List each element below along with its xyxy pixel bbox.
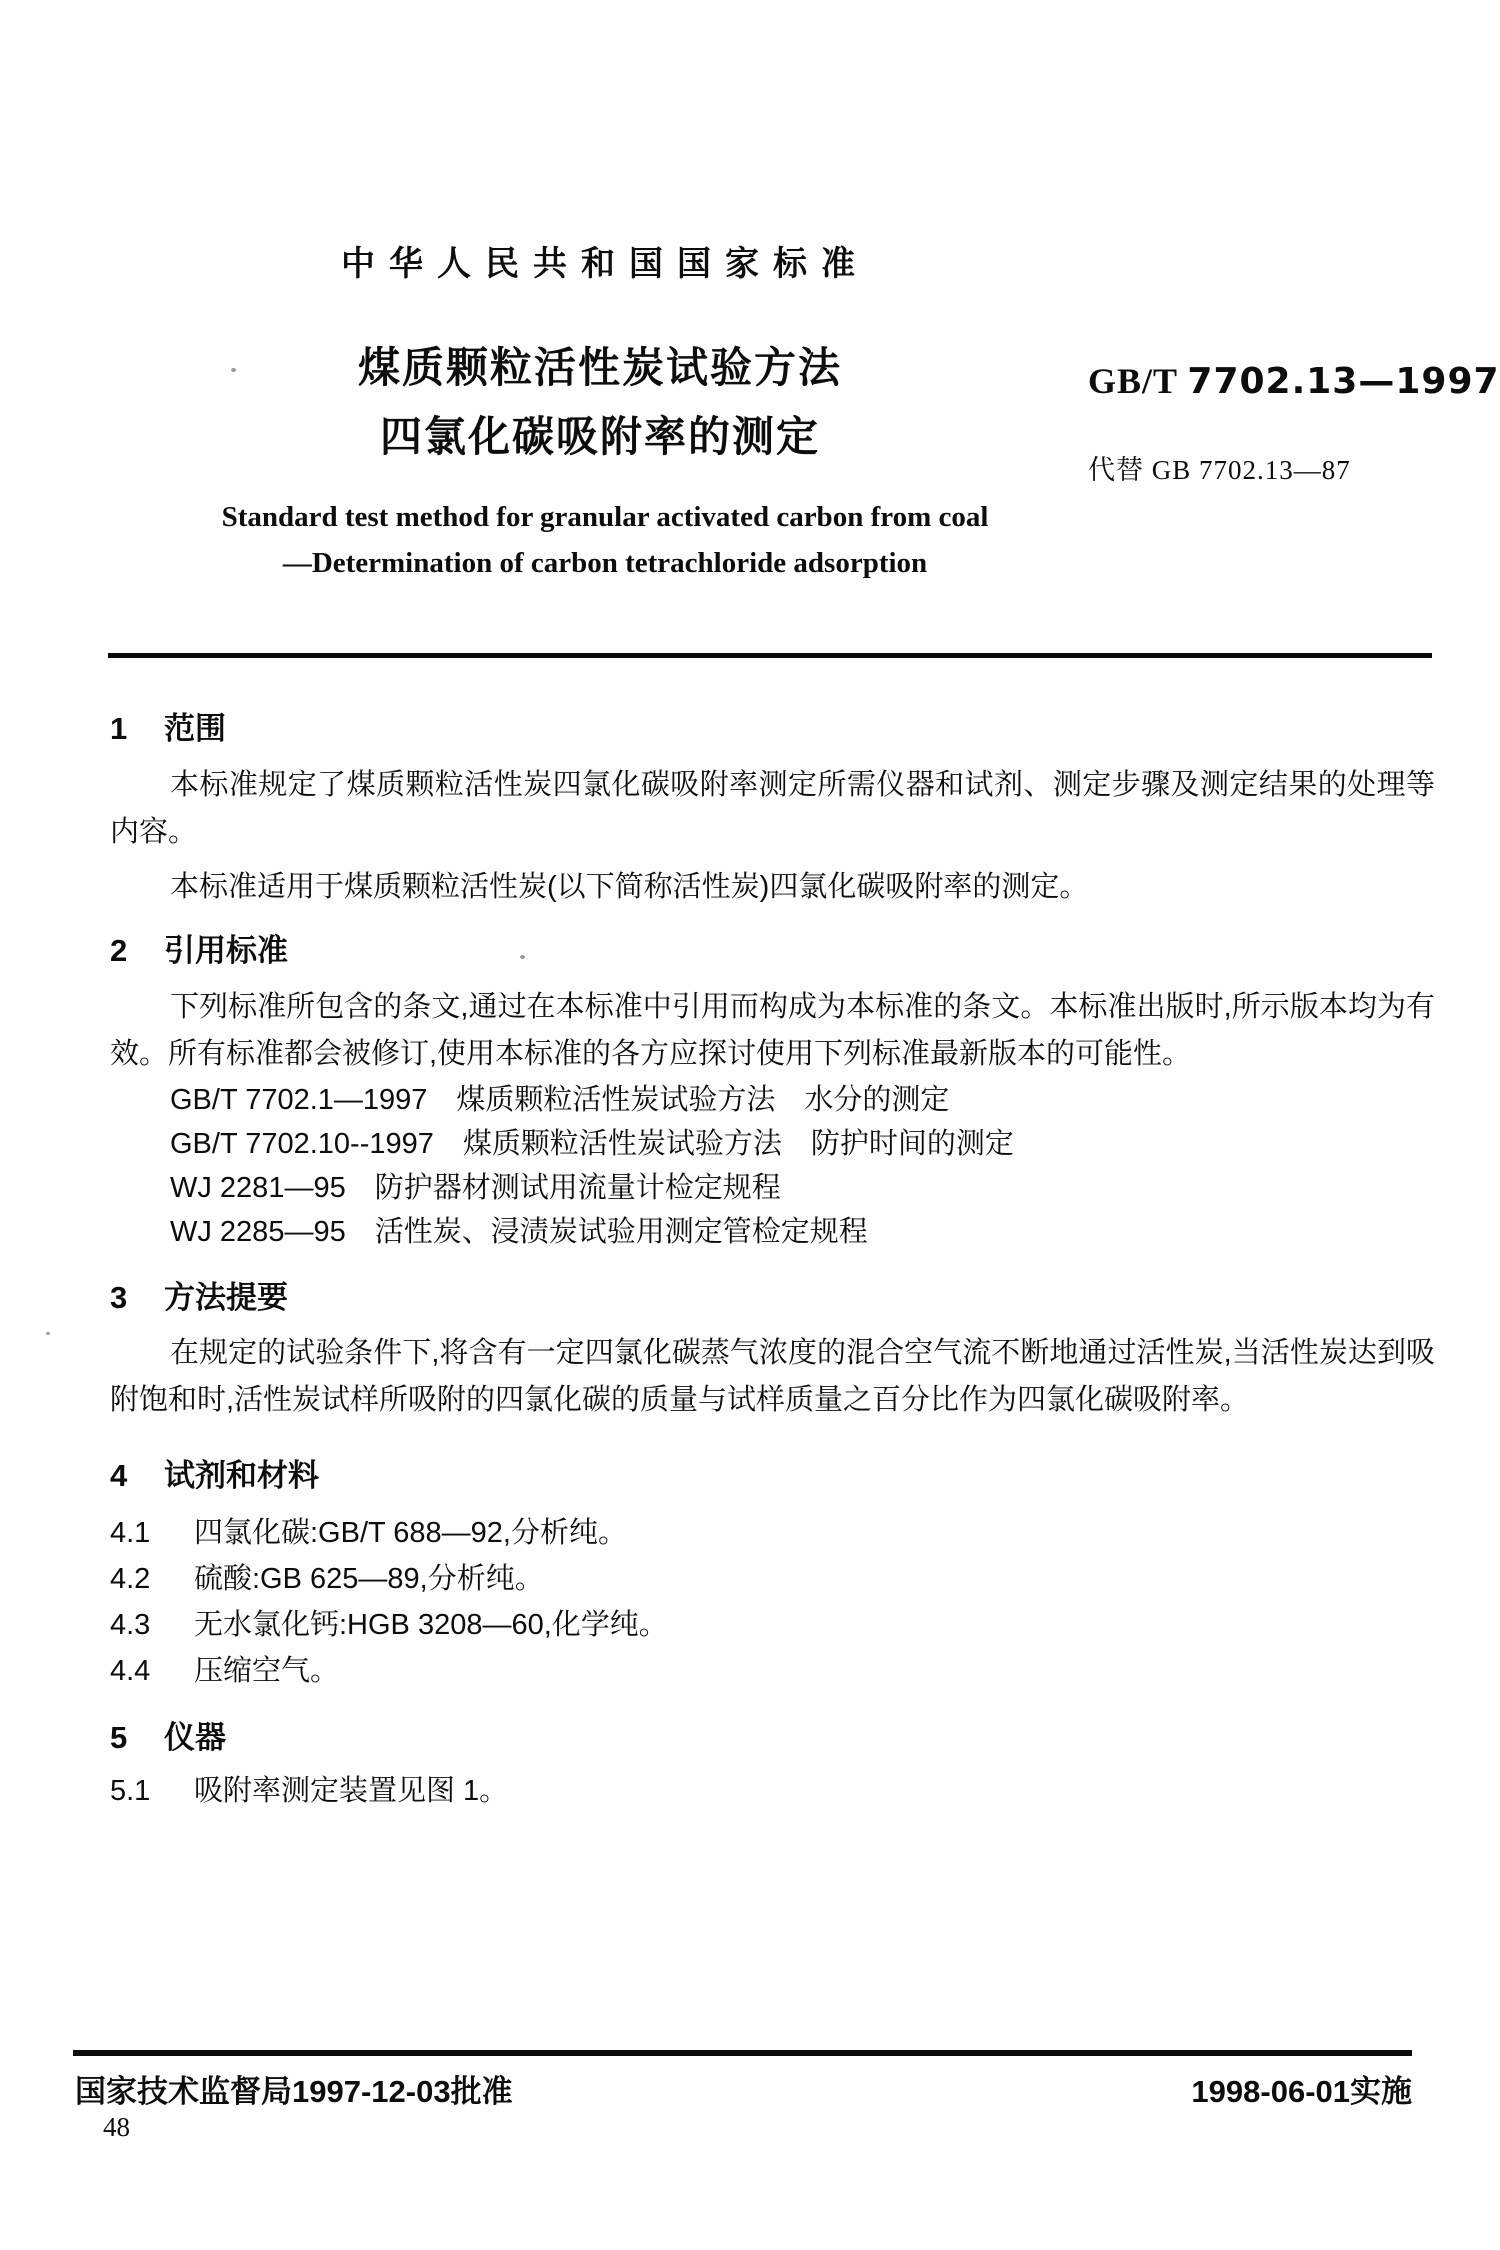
section-2-paragraph: 下列标准所包含的条文,通过在本标准中引用而构成为本标准的条文。本标准出版时,所示版本均为有效。所有标准都会被修订,使用本标准的各方应探讨使用下列标准最新版本的可能性。 <box>110 991 1435 1070</box>
clause-number: 4.1 <box>110 1517 151 1549</box>
clause-item <box>110 1768 1435 1814</box>
section-5-heading <box>110 1712 1435 1757</box>
clause-text: 硫酸:GB 625—89,分析纯。 <box>194 1563 544 1595</box>
standard-number-value: 7702.13—1997 <box>1187 361 1500 402</box>
clause-text: 无水氯化钙:HGB 3208—60,化学纯。 <box>194 1609 668 1641</box>
reference-item: GB/T 7702.10--1997 煤质颗粒活性炭试验方法 防护时间的测定 <box>170 1128 1014 1160</box>
clause-text: 压缩空气。 <box>194 1655 340 1687</box>
section-3-title: 方法提要 <box>164 1280 288 1315</box>
section-2-heading <box>110 925 1435 970</box>
referenced-standards-list <box>110 1078 1435 1254</box>
title-en-line2: —Determination of carbon tetrachloride adsorption <box>282 547 928 579</box>
supersedes-note: 代替 GB 7702.13—87 <box>1088 455 1351 485</box>
reference-item: GB/T 7702.1—1997 煤质颗粒活性炭试验方法 水分的测定 <box>170 1084 950 1116</box>
clause-text: 吸附率测定装置见图 1。 <box>194 1775 509 1807</box>
section-5-title: 仪器 <box>164 1720 226 1755</box>
clause-number: 5.1 <box>110 1775 151 1807</box>
clause-number: 4.2 <box>110 1563 151 1595</box>
scan-speck <box>231 368 236 372</box>
title-cn-line2: 四氯化碳吸附率的测定 <box>379 413 820 460</box>
section-3-number: 3 <box>110 1280 128 1315</box>
clause-text: 四氯化碳:GB/T 688—92,分析纯。 <box>194 1517 627 1549</box>
section-3-heading <box>110 1272 1435 1317</box>
section-1-title: 范围 <box>164 711 226 746</box>
national-standard-header: 中华人民共和国国家标准 <box>341 245 869 283</box>
standard-code-block <box>1088 360 1500 487</box>
clause-number: 4.4 <box>110 1655 151 1687</box>
section-1-paragraph: 本标准适用于煤质颗粒活性炭(以下简称活性炭)四氯化碳吸附率的测定。 <box>170 871 1089 903</box>
standard-number <box>1088 360 1500 402</box>
section-1-number: 1 <box>110 711 128 746</box>
page-number: 48 <box>103 2112 130 2142</box>
document-title-cn <box>0 346 1200 459</box>
approval-note: 国家技术监督局1997-12-03批准 <box>75 2074 513 2109</box>
reference-item: WJ 2281—95 防护器材测试用流量计检定规程 <box>170 1172 781 1204</box>
title-en-line1: Standard test method for granular activated carbon from coal <box>221 501 989 533</box>
section-4-heading <box>110 1450 1435 1495</box>
section-4-title: 试剂和材料 <box>164 1458 319 1493</box>
footer <box>75 2066 1412 2111</box>
section-4-number: 4 <box>110 1458 128 1493</box>
footer-divider-rule <box>73 2050 1412 2056</box>
clause-item <box>110 1602 1435 1648</box>
clause-item <box>110 1510 1435 1556</box>
section-3-paragraph: 在规定的试验条件下,将含有一定四氯化碳蒸气浓度的混合空气流不断地通过活性炭,当活性炭达到吸附饱和时,活性炭试样所吸附的四氯化碳的质量与试样质量之百分比作为四氯化碳吸附率。 <box>110 1337 1435 1416</box>
clause-item <box>110 1556 1435 1602</box>
masthead-divider-rule <box>108 653 1432 658</box>
reference-item: WJ 2285—95 活性炭、浸渍炭试验用测定管检定规程 <box>170 1216 868 1248</box>
standard-number-prefix: GB/T <box>1088 361 1178 401</box>
scan-speck <box>46 1332 50 1335</box>
document-title-en <box>0 494 1210 586</box>
section-1-heading <box>110 703 1435 748</box>
implementation-note: 1998-06-01实施 <box>1191 2074 1412 2109</box>
section-2-number: 2 <box>110 933 128 968</box>
section-1-paragraph: 本标准规定了煤质颗粒活性炭四氯化碳吸附率测定所需仪器和试剂、测定步骤及测定结果的处理等内容。 <box>110 769 1435 848</box>
clause-number: 4.3 <box>110 1609 151 1641</box>
clause-item <box>110 1648 1435 1694</box>
section-5-number: 5 <box>110 1720 128 1755</box>
title-cn-line1: 煤质颗粒活性炭试验方法 <box>357 344 842 391</box>
section-2-title: 引用标准 <box>164 933 288 968</box>
reagents-list <box>110 1510 1435 1694</box>
apparatus-list <box>110 1768 1435 1814</box>
scan-speck <box>520 955 525 959</box>
